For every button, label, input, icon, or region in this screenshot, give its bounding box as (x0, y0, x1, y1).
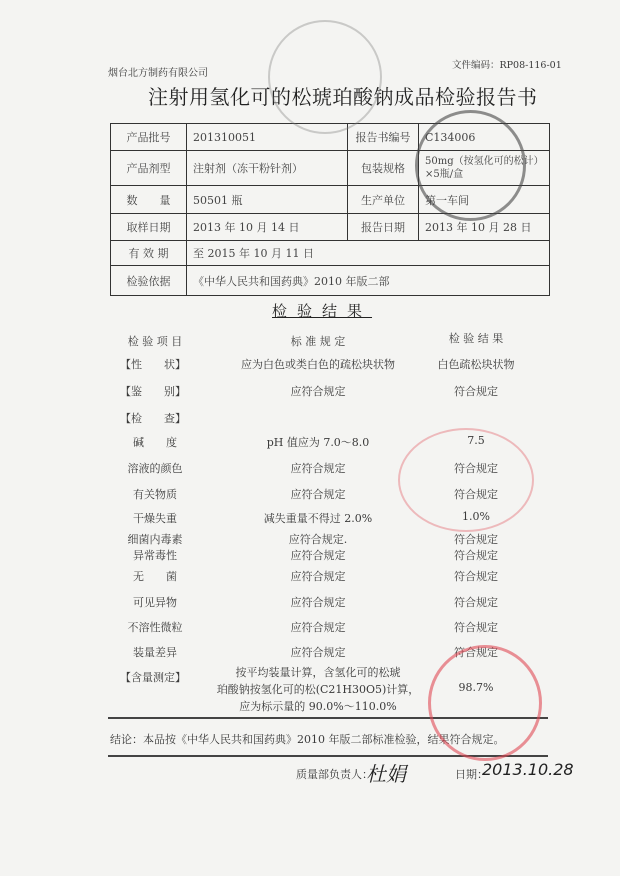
result-value: 符合规定 (454, 621, 498, 634)
result-item: 无 菌 (133, 570, 177, 583)
result-value: 符合规定 (454, 533, 498, 546)
inspection-stamp-gray (415, 110, 526, 221)
result-value: 白色疏松块状物 (437, 358, 515, 371)
result-value: 符合规定 (454, 549, 498, 562)
info-label: 生产单位 (348, 186, 419, 214)
info-value: 2013 年 10 月 14 日 (187, 214, 348, 241)
result-standard: 按平均装量计算，含氢化可的松琥 珀酸钠按氢化可的松(C21H30O5)计算， 应为标示量的 90.0%～110.0% (216, 666, 420, 713)
company-stamp-red (428, 645, 542, 761)
conclusion: 结论：本品按《中华人民共和国药典》2010 年版二部标准检验，结果符合规定。 (110, 733, 505, 746)
result-item: 碱 度 (133, 436, 177, 449)
report-title: 注射用氢化可的松琥珀酸钠成品检验报告书 (148, 85, 538, 109)
company-name: 烟台北方制药有限公司 (108, 68, 208, 79)
info-label: 取样日期 (111, 214, 187, 241)
column-header-result: 检 验 结 果 (448, 332, 504, 345)
date-label: 日期： (455, 768, 488, 781)
info-label: 数 量 (111, 186, 187, 214)
info-value: 2013 年 10 月 28 日 (419, 214, 550, 241)
result-item: 【含量测定】 (120, 671, 186, 684)
handwritten-date: 2013.10.28 (482, 760, 574, 779)
info-value: 201310051 (187, 124, 348, 151)
result-value: 符合规定 (454, 646, 498, 659)
result-standard: 应符合规定 (290, 570, 346, 583)
result-value: 98.7% (458, 681, 494, 694)
result-standard: 应符合规定 (290, 549, 346, 562)
info-label: 包装规格 (348, 151, 419, 186)
info-value: 第一车间 (419, 186, 550, 214)
result-value: 符合规定 (454, 596, 498, 609)
result-standard: 减失重量不得过 2.0% (263, 512, 373, 525)
info-label: 检验依据 (111, 266, 187, 296)
info-value: C134006 (419, 124, 550, 151)
info-row (111, 266, 550, 296)
document-number: 文件编码：RP08-116-01 (452, 60, 562, 71)
info-label: 报告书编号 (348, 124, 419, 151)
result-value: 符合规定 (454, 570, 498, 583)
info-value: 至 2015 年 10 月 11 日 (187, 241, 550, 266)
result-item: 【检 查】 (120, 412, 186, 425)
result-value: 符合规定 (454, 488, 498, 501)
info-label: 产品批号 (111, 124, 187, 151)
info-value: 《中华人民共和国药典》2010 年版二部 (187, 266, 550, 296)
result-standard: 应符合规定. (288, 533, 348, 546)
result-standard: 应符合规定 (290, 596, 346, 609)
result-standard: 应为白色或类白色的疏松块状物 (241, 358, 395, 371)
result-standard: 应符合规定 (290, 488, 346, 501)
result-value: 符合规定 (454, 462, 498, 475)
info-value: 注射剂（冻干粉针剂） (187, 151, 348, 186)
info-value: 50mg（按氢化可的松计）×5瓶/盒 (419, 151, 550, 186)
result-standard: 应符合规定 (290, 385, 346, 398)
result-item: 【性 状】 (120, 358, 186, 371)
quality-dept-stamp-red (398, 428, 534, 532)
info-value: 50501 瓶 (187, 186, 348, 214)
result-standard: 应符合规定 (290, 646, 346, 659)
result-item: 异常毒性 (133, 549, 177, 562)
company-stamp-gray (268, 20, 382, 134)
result-item: 溶液的颜色 (127, 462, 183, 475)
signature: 杜娟 (366, 762, 406, 786)
results-title: 检验结果 (272, 302, 373, 320)
result-standard: pH 值应为 7.0～8.0 (266, 436, 370, 449)
result-standard: 应符合规定 (290, 462, 346, 475)
result-item: 干燥失重 (133, 512, 177, 525)
info-label: 报告日期 (348, 214, 419, 241)
result-item: 可见异物 (133, 596, 177, 609)
result-item: 装量差异 (133, 646, 177, 659)
result-item: 细菌内毒素 (127, 533, 183, 546)
column-header-item: 检 验 项 目 (127, 335, 183, 348)
result-item: 不溶性微粒 (127, 621, 183, 634)
result-value: 7.5 (467, 434, 485, 447)
result-item: 【鉴 别】 (120, 385, 186, 398)
column-header-standard: 标 准 规 定 (290, 335, 346, 348)
result-value: 1.0% (462, 510, 490, 523)
result-standard: 应符合规定 (290, 621, 346, 634)
signer-label: 质量部负责人： (296, 768, 373, 781)
info-label: 产品剂型 (111, 151, 187, 186)
info-row (111, 241, 550, 266)
result-item: 有关物质 (133, 488, 177, 501)
info-label: 有 效 期 (111, 241, 187, 266)
result-value: 符合规定 (454, 385, 498, 398)
